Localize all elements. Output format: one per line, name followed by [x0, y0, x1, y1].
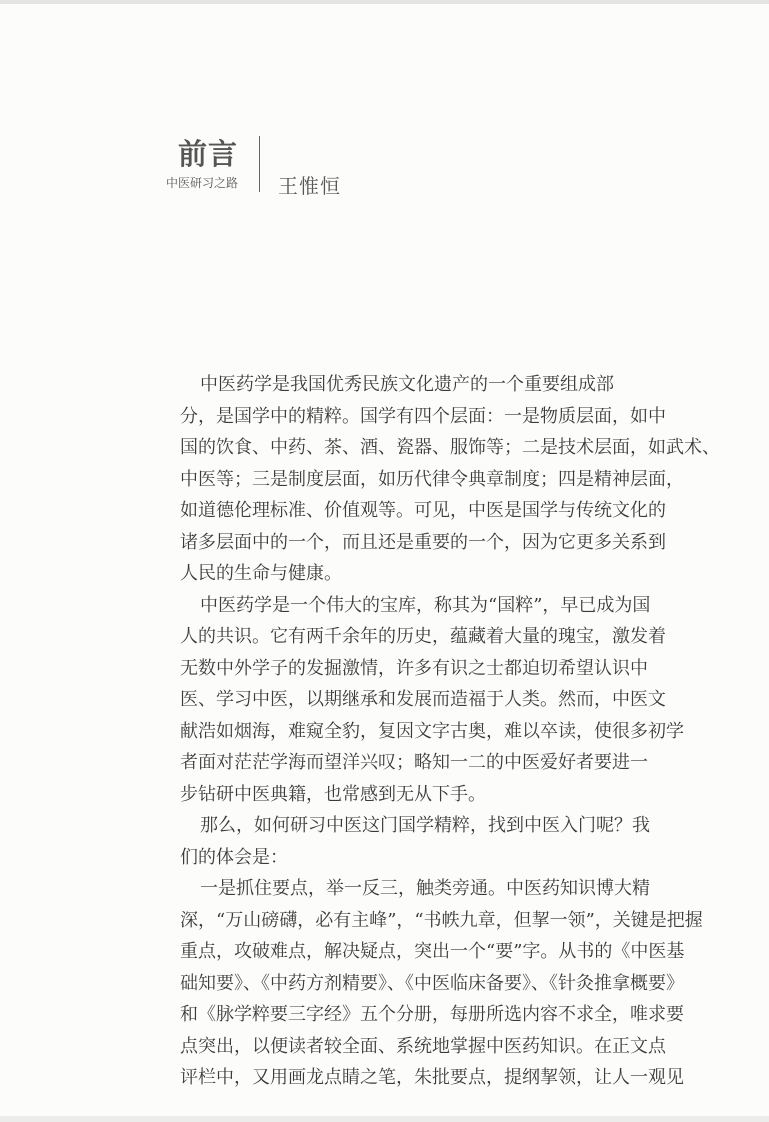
paragraph-line: 分，是国学中的精粹。国学有四个层面：一是物质层面，如中: [180, 405, 666, 427]
page-top-edge: [0, 0, 769, 4]
paragraph-line: 医、学习中医，以期继承和发展而造福于人类。然而，中医文: [180, 689, 666, 710]
paragraph-line: 人的共识。它有两千余年的历史，蕴藏着大量的瑰宝，激发着: [180, 626, 666, 647]
paragraph-line: 点突出，以便读者较全面、系统地掌握中医药知识。在正文点: [180, 1035, 666, 1057]
paragraph-line: 重点，攻破难点，解决疑点，突出一个“要”字。从书的《中医基: [180, 941, 685, 962]
paragraph-line: 深，“万山磅礴，必有主峰”，“书帙九章，但挈一领”，关键是把握: [180, 909, 703, 931]
paragraph-line: 无数中外学子的发掘激情，许多有识之士都迫切希望认识中: [180, 657, 648, 679]
paragraph-line: 础知要》、《中药方剂精要》、《中医临床备要》、《针灸推拿概要》: [180, 972, 684, 994]
page-bottom-edge: [0, 1116, 769, 1122]
paragraph-line: 那么，如何研习中医这门国学精粹，找到中医入门呢？我: [200, 815, 650, 836]
paragraph-line: 中医等；三是制度层面，如历代律令典章制度；四是精神层面，: [180, 468, 684, 490]
paragraph-line: 步钻研中医典籍，也常感到无从下手。: [180, 783, 486, 805]
paragraph-line: 如道德伦理标准、价值观等。可见，中医是国学与传统文化的: [180, 500, 666, 521]
body-text: [180, 372, 720, 1097]
paragraph-line: 中医药学是一个伟大的宝库，称其为“国粹”，早已成为国: [200, 594, 651, 616]
paragraph-line: 们的体会是：: [180, 846, 288, 868]
paragraph-line: 者面对茫茫学海而望洋兴叹；略知一二的中医爱好者要进一: [180, 752, 648, 773]
header-divider: [259, 136, 260, 192]
chapter-subtitle: 中医研习之路: [165, 176, 238, 190]
paragraph-line: 人民的生命与健康。: [180, 563, 342, 584]
paragraph-line: 一是抓住要点，举一反三，触类旁通。中医药知识博大精: [200, 878, 650, 899]
paragraph-line: 诸多层面中的一个，而且还是重要的一个，因为它更多关系到: [180, 531, 666, 553]
paragraph-line: 国的饮食、中药、茶、酒、瓷器、服饰等；二是技术层面，如武术、: [180, 437, 720, 458]
paragraph-line: 献浩如烟海，难窥全豹，复因文字古奥，难以卒读，使很多初学: [180, 720, 684, 742]
author-name: 王惟恒: [278, 174, 341, 198]
paragraph-line: 中医药学是我国优秀民族文化遗产的一个重要组成部: [200, 374, 614, 395]
chapter-title: 前言: [177, 137, 238, 171]
paragraph-line: 和《脉学粹要三字经》五个分册，每册所选内容不求全，唯求要: [180, 1004, 684, 1025]
paragraph-line: 评栏中，又用画龙点睛之笔，朱批要点，提纲挈领，让人一观见: [180, 1067, 684, 1088]
